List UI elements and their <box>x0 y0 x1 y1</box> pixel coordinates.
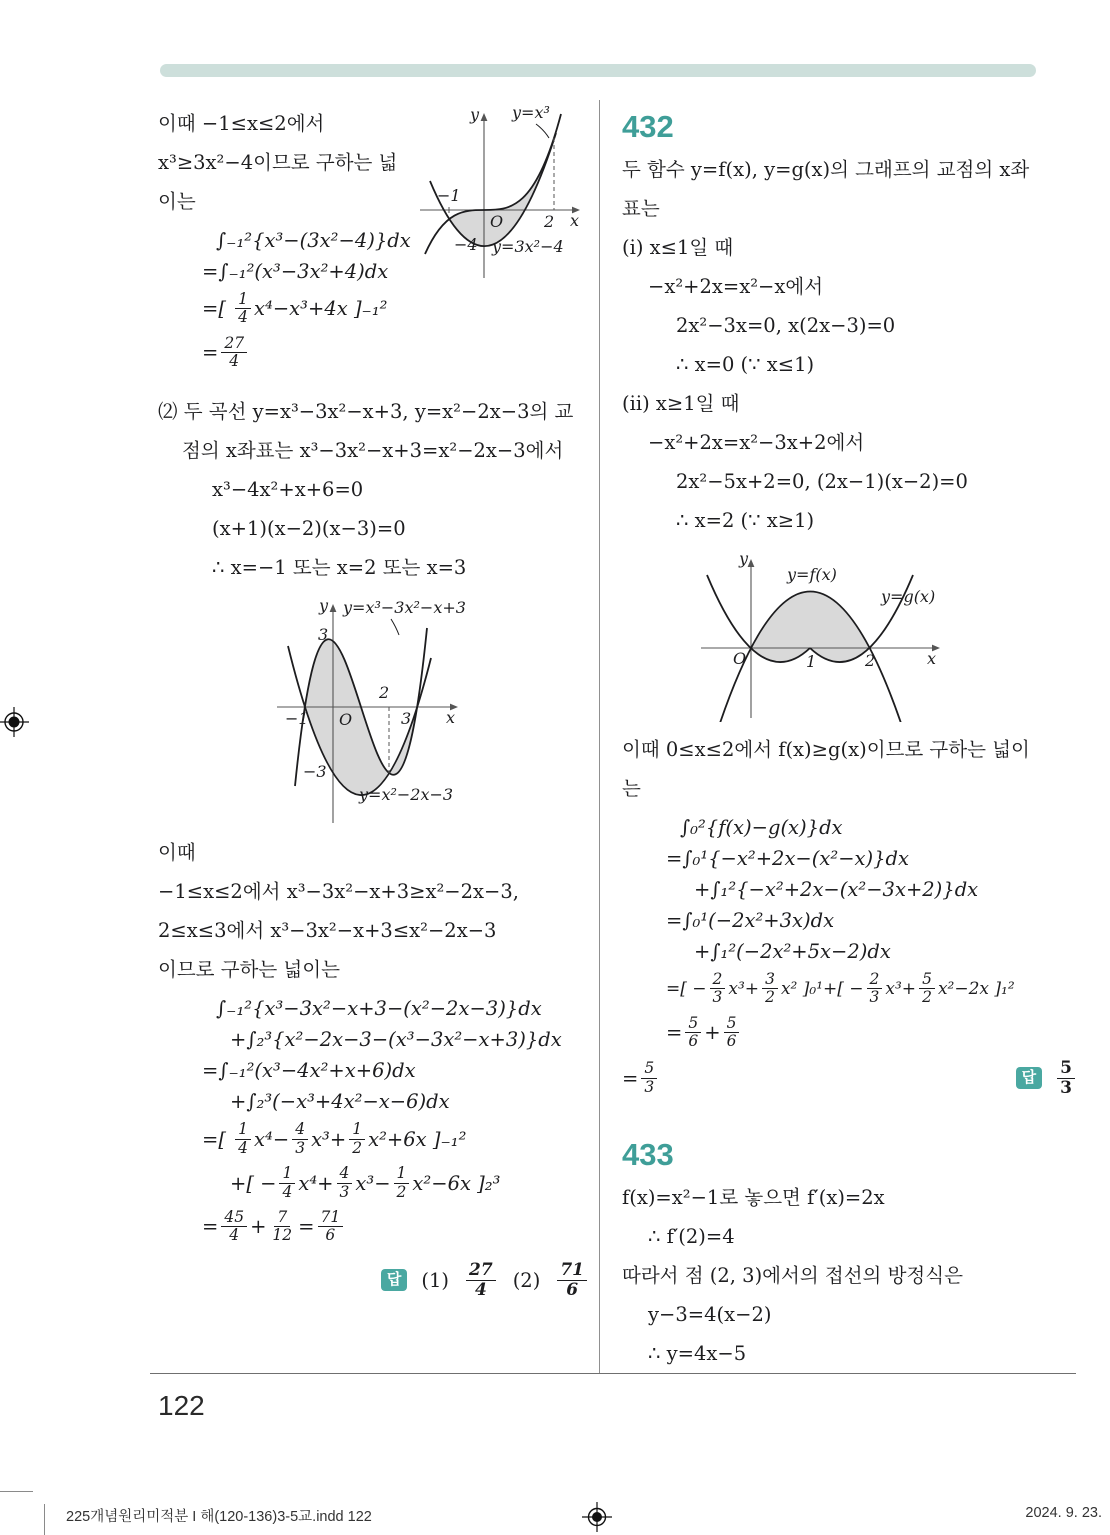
g2-curve1-label: y=x³−3x²−x+3 <box>343 598 466 618</box>
graph-cubic-vs-parabola-2 <box>158 597 590 825</box>
g1-y-label: y <box>470 105 480 124</box>
math-line: +∫₂³(−x³+4x²−x−6)dx <box>230 1090 450 1114</box>
math-line: =∫₋₁²(x³−4x²+x+6)dx <box>202 1059 416 1083</box>
math-line: ∫₀²{f(x)−g(x)}dx <box>680 816 843 840</box>
g2-tick-3-label: 3 <box>401 709 412 729</box>
g3-x-label: x <box>927 649 937 669</box>
p432-case2: ∴ x=2 (∵ x≥1) <box>676 509 815 533</box>
top-accent-bar <box>160 64 1036 77</box>
after-line: 2≤x≤3에서 x³−3x²−x+3≤x²−2x−3 <box>158 919 497 943</box>
math-line: +∫₁²{−x²+2x−(x²−3x+2)}dx <box>694 878 979 902</box>
g2-origin-label: O <box>339 710 353 730</box>
p433-line: ∴ y=4x−5 <box>648 1341 747 1365</box>
p432-case2: −x²+2x=x²−3x+2에서 <box>648 431 865 455</box>
g2-y-label: y <box>319 597 329 616</box>
g2-tick-y3-label: 3 <box>318 625 329 645</box>
problem-number-432: 432 <box>622 109 674 144</box>
solution-431-part1 <box>158 104 590 378</box>
problem-number-433: 433 <box>622 1136 674 1172</box>
p433-line: f(x)=x²−1로 놓으면 f′(x)=2x <box>622 1185 885 1209</box>
p432-intro: 표는 <box>622 197 660 221</box>
after-line: 이므로 구하는 넓이는 <box>158 958 340 982</box>
g1-curve2-label: y=3x²−4 <box>492 237 564 256</box>
intro-line: x³≥3x²−4이므로 구하는 넓 <box>158 151 398 174</box>
part2-line: ⑵ 두 곡선 y=x³−3x²−x+3, y=x²−2x−3의 교 <box>158 400 574 424</box>
math-line: = $\frac{5}{6}$ + $\frac{5}{6}$ <box>666 1015 1078 1051</box>
g3-tick-1-label: 1 <box>806 652 817 672</box>
g3-y-label: y <box>739 550 749 569</box>
graph-cubic-vs-parabola <box>412 100 590 286</box>
g2-tick-2-label: 2 <box>379 683 390 703</box>
final-value: = $\frac{5}{3}$ <box>622 1060 660 1096</box>
g3-y-arrow <box>748 559 755 567</box>
math-line: =[ $\frac{1}{4}$ x⁴−x³+4x ]₋₁² <box>202 290 388 327</box>
math-line: = $\frac{45}{4}$ + $\frac{7}{12}$ = $\frac{71}{6}$ <box>202 1209 590 1245</box>
g1-tick-2-label: 2 <box>544 212 555 231</box>
answer-badge: 답 <box>1016 1067 1043 1089</box>
math-line: =[ − $\frac{2}{3}$ x³+ $\frac{3}{2}$ x² ]₀¹+[ − $\frac{2}{3}$ x³+ $\frac{5}{2}$ x²−2x ]₁² <box>666 970 1015 1007</box>
math-line: +∫₂³{x²−2x−3−(x³−3x²−x+3)}dx <box>230 1028 562 1052</box>
p432-case2: 2x²−5x+2=0, (2x−1)(x−2)=0 <box>676 470 968 494</box>
answer-item2-value: $\frac{71}{6}$ <box>554 1261 590 1300</box>
math-line: =[ $\frac{1}{4}$ x⁴− $\frac{4}{3}$ x³+ $\frac{1}{2}$ x²+6x ]₋₁² <box>202 1120 467 1157</box>
graph-f-vs-g <box>622 550 1078 722</box>
answer-value: $\frac{5}{3}$ <box>1054 1059 1078 1098</box>
right-column <box>622 96 1078 1373</box>
left-column <box>158 104 590 1300</box>
p433-line: 따라서 점 (2, 3)에서의 접선의 방정식은 <box>622 1263 963 1287</box>
g1-tick-m4-label: −4 <box>454 235 478 254</box>
g1-label-arrow <box>536 124 549 138</box>
footer-date: 2024. 9. 23. <box>1025 1505 1102 1521</box>
part2-line: (x+1)(x−2)(x−3)=0 <box>212 517 406 541</box>
math-line: =∫₋₁²(x³−3x²+4)dx <box>202 260 389 283</box>
g2-curve2-label: y=x²−2x−3 <box>359 785 454 805</box>
math-line: ∫₋₁²{x³−3x²−x+3−(x²−2x−3)}dx <box>216 997 542 1021</box>
crop-mark-vertical <box>44 1504 45 1535</box>
p432-case2: (ii) x≥1일 때 <box>622 392 740 416</box>
math-line: =∫₀¹{−x²+2x−(x²−x)}dx <box>666 847 910 871</box>
math-line: ∫₋₁²{x³−(3x²−4)}dx <box>216 229 411 252</box>
p432-intro: 두 함수 y=f(x), y=g(x)의 그래프의 교점의 x좌 <box>622 158 1030 182</box>
answer-item1-value: $\frac{27}{4}$ <box>463 1261 499 1300</box>
p433-line: y−3=4(x−2) <box>648 1302 772 1326</box>
registration-mark-bottom <box>579 1499 615 1535</box>
g3-g-label: y=g(x) <box>881 587 936 607</box>
answer-row-432 <box>622 1059 1078 1098</box>
math-line: =∫₀¹(−2x²+3x)dx <box>666 909 835 933</box>
p432-mid: 는 <box>622 777 641 801</box>
g1-x-label: x <box>570 211 580 230</box>
problem-433 <box>622 1138 1078 1373</box>
g1-curve1-label: y=x³ <box>512 103 550 122</box>
g1-origin-label: O <box>490 212 504 231</box>
g2-x-label: x <box>446 708 456 728</box>
p432-case1: ∴ x=0 (∵ x≤1) <box>676 353 815 377</box>
g2-tick-ym3-label: −3 <box>303 762 327 782</box>
math-line: +∫₁²(−2x²+5x−2)dx <box>694 940 891 964</box>
math-line: +[ − $\frac{1}{4}$ x⁴+ $\frac{4}{3}$ x³− $\frac{1}{2}$ x²−6x ]₂³ <box>230 1164 501 1201</box>
part2-line: ∴ x=−1 또는 x=2 또는 x=3 <box>212 556 467 580</box>
g3-f-label: y=f(x) <box>787 565 837 585</box>
g2-tick-m1-label: −1 <box>285 709 309 729</box>
p432-case1: 2x²−3x=0, x(2x−3)=0 <box>676 314 896 338</box>
g3-tick-2-label: 2 <box>865 651 876 671</box>
p432-case1: (i) x≤1일 때 <box>622 236 734 260</box>
content-bottom-rule <box>150 1373 1076 1374</box>
column-divider <box>599 100 600 1373</box>
page-number: 122 <box>158 1390 205 1421</box>
answer-item1-label: (1) <box>421 1268 450 1292</box>
p432-mid: 이때 0≤x≤2에서 f(x)≥g(x)이므로 구하는 넓이 <box>622 738 1030 762</box>
registration-mark-left <box>0 702 34 742</box>
g1-y-arrow <box>481 113 488 121</box>
solution-431-part2 <box>158 392 590 1299</box>
problem-432 <box>622 110 1078 1098</box>
p432-case1: −x²+2x=x²−x에서 <box>648 275 824 299</box>
answer-row-431 <box>158 1261 590 1300</box>
footer-filename: 225개념원리미적분 I 해(120-136)3-5교.indd 122 <box>66 1509 372 1525</box>
g2-y-arrow <box>330 604 337 612</box>
g3-origin-label: O <box>733 649 747 669</box>
intro-line: 이때 −1≤x≤2에서 <box>158 112 325 135</box>
math-line: = $\frac{27}{4}$ <box>202 335 590 371</box>
after-line: 이때 <box>158 841 196 865</box>
after-line: −1≤x≤2에서 x³−3x²−x+3≥x²−2x−3, <box>158 880 519 904</box>
answer-item2-label: (2) <box>512 1268 541 1292</box>
g2-label-arrow <box>391 619 399 635</box>
part2-line: x³−4x²+x+6=0 <box>212 478 364 502</box>
intro-line: 이는 <box>158 190 196 213</box>
p433-line: ∴ f′(2)=4 <box>648 1224 735 1248</box>
crop-mark-horizontal <box>0 1491 33 1492</box>
part2-line: 점의 x좌표는 x³−3x²−x+3=x²−2x−3에서 <box>182 439 564 463</box>
answer-badge: 답 <box>381 1269 408 1291</box>
g1-tick-m1-label: −1 <box>437 186 461 205</box>
